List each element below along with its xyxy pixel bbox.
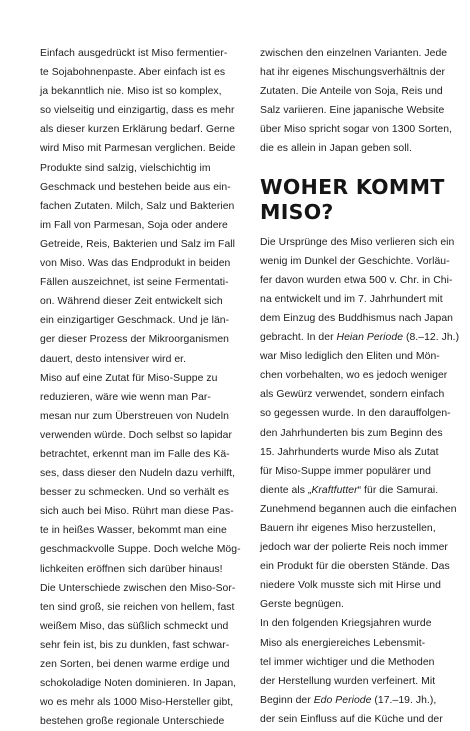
- text-line: ein Produkt für die obersten Stände. Das: [260, 561, 450, 573]
- text-line: hat ihr eigenes Mischungsverhältnis der: [260, 67, 446, 79]
- text-line: über Miso spricht sogar von 1300 Sorten,: [260, 124, 453, 136]
- text-line: Zunehmend begannen auch die einfachen: [260, 503, 457, 515]
- text-line: Beginn der Edo Periode (17.–19. Jh.),: [260, 694, 437, 706]
- text-line: den Jahrhunderten bis zum Beginn des: [260, 427, 443, 439]
- text-line: die es allein in Japan geben soll.: [260, 143, 412, 155]
- text-line: betrachtet, erkennt man im Falle des Kä-: [40, 448, 230, 460]
- text-line: Fällen auszeichnet, ist seine Fermentati-: [40, 277, 229, 289]
- text-line: für Miso-Suppe immer populärer und: [260, 465, 431, 477]
- text-line: gebracht. In der Heian Periode (8.–12. Jh.): [260, 332, 460, 344]
- text-line: von Miso. Was das Endprodukt in beiden: [40, 258, 231, 270]
- section-body-text: [260, 233, 460, 729]
- text-line: geschmackvolle Suppe. Doch welche Mög-: [40, 544, 241, 556]
- text-line: ja bekanntlich nie. Miso ist so komplex,: [40, 86, 222, 98]
- text-line: ein einzigartiger Geschmack. Und je län-: [40, 315, 230, 327]
- text-line: weißem Miso, das süßlich schmeckt und: [40, 620, 229, 632]
- text-line: on. Während dieser Zeit entwickelt sich: [40, 296, 223, 308]
- text-line: Gerste begnügen.: [260, 599, 344, 611]
- text-line: te Sojabohnenpaste. Aber einfach ist es: [40, 67, 226, 79]
- text-line: tel immer wichtiger und die Methoden: [260, 656, 435, 668]
- text-line: wo es mehr als 1000 Miso-Hersteller gibt,: [40, 697, 234, 709]
- right-intro-text: [260, 44, 453, 159]
- text-line: Getreide, Reis, Bakterien und Salz im Fall: [40, 238, 235, 250]
- text-line: diente als „Kraftfutter“ für die Samurai.: [260, 484, 439, 496]
- text-line: fer davon wurden etwa 500 v. Chr. in Chi-: [260, 274, 453, 286]
- text-line: als dieser kurzen Erklärung bedarf. Gerne: [40, 124, 235, 136]
- text-line: dem Einzug des Buddhismus nach Japan: [260, 312, 453, 324]
- text-line: sehr fein ist, bis zu dunklen, fast schwar-: [40, 639, 230, 651]
- text-line: wenig im Dunkel der Geschichte. Vorläu-: [260, 255, 450, 267]
- text-line: der Herstellung wurden verfeinert. Mit: [260, 675, 436, 687]
- text-line: so vielseitig und einzigartig, dass es mehr: [40, 105, 235, 117]
- text-line: sich auch bei Miso. Rührt man diese Pas-: [40, 506, 234, 518]
- left-text-column: [40, 44, 245, 731]
- text-line: na entwickelt und im 7. Jahrhundert mit: [260, 293, 443, 305]
- section-heading: [260, 175, 450, 225]
- text-line: Zutaten. Die Anteile von Soja, Reis und: [260, 86, 443, 98]
- text-line: fachen Zutaten. Milch, Salz und Bakterien: [40, 200, 235, 212]
- text-line: im Fall von Parmesan, Soja oder andere: [40, 219, 228, 231]
- text-line: ses, dass dieser den Nudeln dazu verhilft,: [40, 468, 236, 480]
- text-line: Die Unterschiede zwischen den Miso-Sor-: [40, 582, 236, 594]
- text-line: Die Ursprünge des Miso verlieren sich ein: [260, 236, 455, 248]
- text-line: 15. Jahrhunderts wurde Miso als Zutat: [260, 446, 439, 458]
- text-line: so gegessen wurde. In den darauffolgen-: [260, 408, 451, 420]
- text-line: als Gewürz verwendet, sondern einfach: [260, 389, 445, 401]
- text-line: chen vorbehalten, wo es jedoch weniger: [260, 370, 448, 382]
- text-line: wird Miso mit Parmesan verglichen. Beide: [40, 143, 236, 155]
- text-line: Produkte sind salzig, vielschichtig im: [40, 162, 211, 174]
- text-line: jedoch war der polierte Reis noch immer: [260, 542, 448, 554]
- text-line: ger dieser Prozess der Mikroorganismen: [40, 334, 230, 346]
- text-line: mesan nur zum Überstreuen von Nudeln: [40, 410, 229, 422]
- text-line: ten sind groß, sie reichen von hellem, fast: [40, 601, 235, 613]
- text-line: lichkeiten eröffnen sich darüber hinaus!: [40, 563, 223, 575]
- text-line: te in heißes Wasser, bekommt man eine: [40, 525, 227, 537]
- text-line: Salz variieren. Eine japanische Website: [260, 105, 445, 117]
- section-heading-line-2: MISO?: [260, 199, 334, 224]
- text-line: Bauern ihr eigenes Miso herzustellen,: [260, 522, 436, 534]
- text-line: Geschmack und bestehen beide aus ein-: [40, 181, 231, 193]
- text-line: niedere Volk musste sich mit Hirse und: [260, 580, 441, 592]
- text-line: bestehen große regionale Unterschiede: [40, 716, 225, 728]
- text-line: zwischen den einzelnen Varianten. Jede: [260, 48, 448, 59]
- text-line: Miso auf eine Zutat für Miso-Suppe zu: [40, 372, 218, 384]
- text-line: verwenden würde. Doch selbst so lapidar: [40, 429, 232, 441]
- text-line: schokoladige Noten dominieren. In Japan,: [40, 678, 237, 690]
- text-line: reduzieren, wäre wie wenn man Par-: [40, 391, 211, 403]
- text-line: In den folgenden Kriegsjahren wurde: [260, 618, 432, 630]
- section-heading-line-1: WOHER KOMMT: [260, 174, 445, 199]
- text-line: dauert, desto intensiver wird er.: [40, 353, 187, 365]
- text-line: der sein Einfluss auf die Küche und der: [260, 713, 443, 725]
- text-line: Miso als energiereiches Lebensmit-: [260, 637, 426, 649]
- text-line: war Miso lediglich den Eliten und Mön-: [260, 351, 440, 363]
- text-line: Einfach ausgedrückt ist Miso fermentier-: [40, 48, 228, 59]
- text-line: zen Sorten, bei denen warme erdige und: [40, 659, 230, 670]
- right-text-column: [260, 44, 460, 729]
- text-line: besser zu schmecken. Und so verhält es: [40, 487, 230, 499]
